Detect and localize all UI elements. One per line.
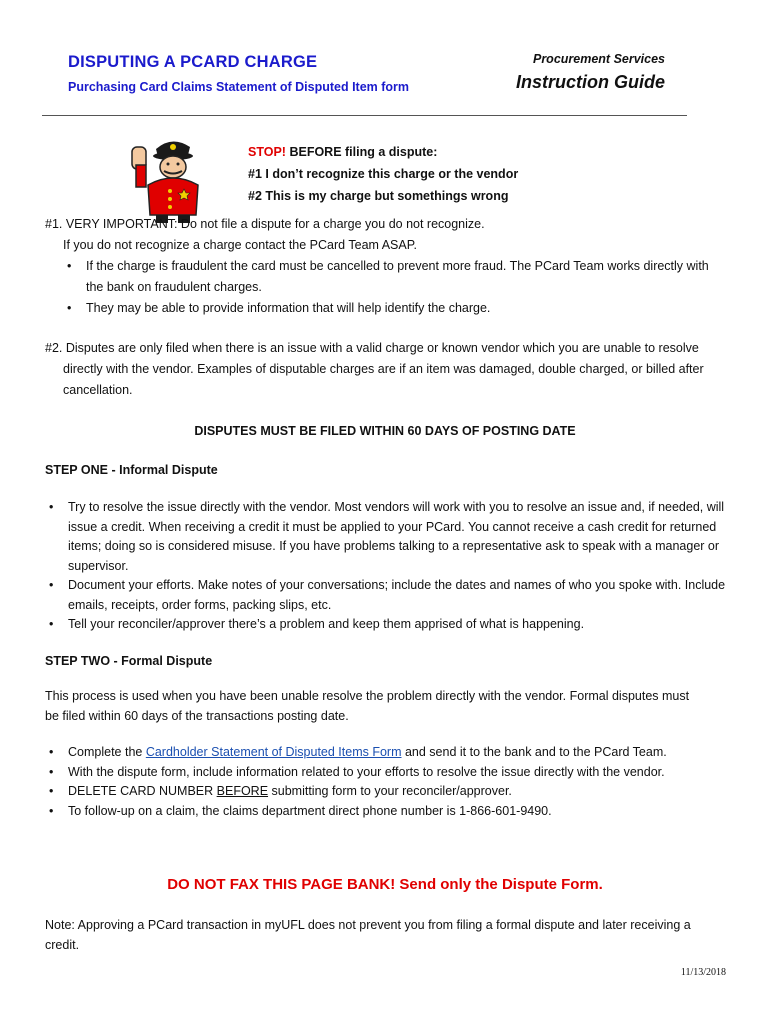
deadline-heading: DISPUTES MUST BE FILED WITHIN 60 DAYS OF POSTING DATE [194, 424, 576, 438]
section-2: #2. Disputes are only filed when there is an issue with a valid charge or known vendor which you are unable to resolve directly with the vendor. Examples of disputable charges are if an item was damaged, double charged, or billed after cancellation. [45, 341, 704, 397]
step-one-heading: STEP ONE - Informal Dispute [45, 463, 218, 477]
list-item [68, 743, 728, 763]
approval-note: Note: Approving a PCard transaction in myUFL does not prevent you from filing a formal dispute and later receiving a credit. [45, 918, 691, 952]
list-item-text: submitting form to your reconciler/approver. [268, 784, 512, 798]
list-item: • They may be able to provide information that will help identify the charge. [86, 298, 726, 319]
section-1-sub: If you do not recognize a charge contact the PCard Team ASAP. [63, 238, 417, 252]
header-divider [42, 115, 687, 116]
step-one-list [68, 498, 728, 635]
department-label: Procurement Services [532, 52, 665, 66]
list-item-text: Complete the [68, 745, 146, 759]
stop-text: BEFORE filing a dispute: [285, 145, 438, 159]
page-title: DISPUTING A PCARD CHARGE [68, 53, 318, 71]
step-two-heading: STEP TWO - Formal Dispute [45, 654, 213, 668]
list-item: • To follow-up on a claim, the claims department direct phone number is 1-866-601-9490. [68, 802, 728, 822]
section-1-heading: #1. VERY IMPORTANT: Do not file a dispute for a charge you do not recognize. [45, 217, 485, 231]
guide-label: Instruction Guide [515, 72, 665, 92]
step-two-list [68, 743, 728, 821]
dispute-form-link[interactable]: Cardholder Statement of Disputed Items Form [145, 745, 402, 759]
section-1 [45, 214, 725, 319]
stop-word: STOP! [248, 145, 286, 159]
page-subtitle: Purchasing Card Claims Statement of Disputed Item form [68, 80, 410, 94]
stop-line-2: #2 This is my charge but somethings wrong [248, 189, 509, 203]
list-item-text: DELETE CARD NUMBER [68, 784, 217, 798]
before-emphasis: BEFORE [216, 784, 269, 798]
fax-warning: DO NOT FAX THIS PAGE BANK! Send only the Dispute Form. [167, 876, 603, 893]
list-item: • Tell your reconciler/approver there’s a problem and keep them apprised of what is happening. [68, 615, 728, 635]
list-item: • If the charge is fraudulent the card must be cancelled to prevent more fraud. The PCard Team works directly with the bank on fraudulent charges. [86, 256, 726, 298]
list-item: • Document your efforts. Make notes of your conversations; include the dates and names of who you spoke with. Include emails, receipts, order forms, packing slips, etc. [68, 576, 728, 615]
stop-notice [248, 141, 518, 207]
stop-line-1: #1 I don’t recognize this charge or the vendor [248, 167, 519, 181]
list-item: • Try to resolve the issue directly with the vendor. Most vendors will work with you to resolve an issue and, if needed, will issue a credit. When receiving a credit it must be applied to your PCard. You cannot receive a cash credit for returned items; doing so is considered misuse. If you have problems talking to a representative ask to speak with a manager or supervisor. [68, 498, 728, 576]
step-two-intro: This process is used when you have been unable resolve the problem directly with the vendor. Formal disputes must be filed within 60 days of the transactions posting date. [45, 689, 690, 723]
footer-date: 11/13/2018 [680, 967, 726, 978]
list-item-text: and send it to the bank and to the PCard Team. [401, 745, 667, 759]
list-item: • With the dispute form, include information related to your efforts to resolve the issue directly with the vendor. [68, 763, 728, 783]
list-item [68, 782, 728, 802]
